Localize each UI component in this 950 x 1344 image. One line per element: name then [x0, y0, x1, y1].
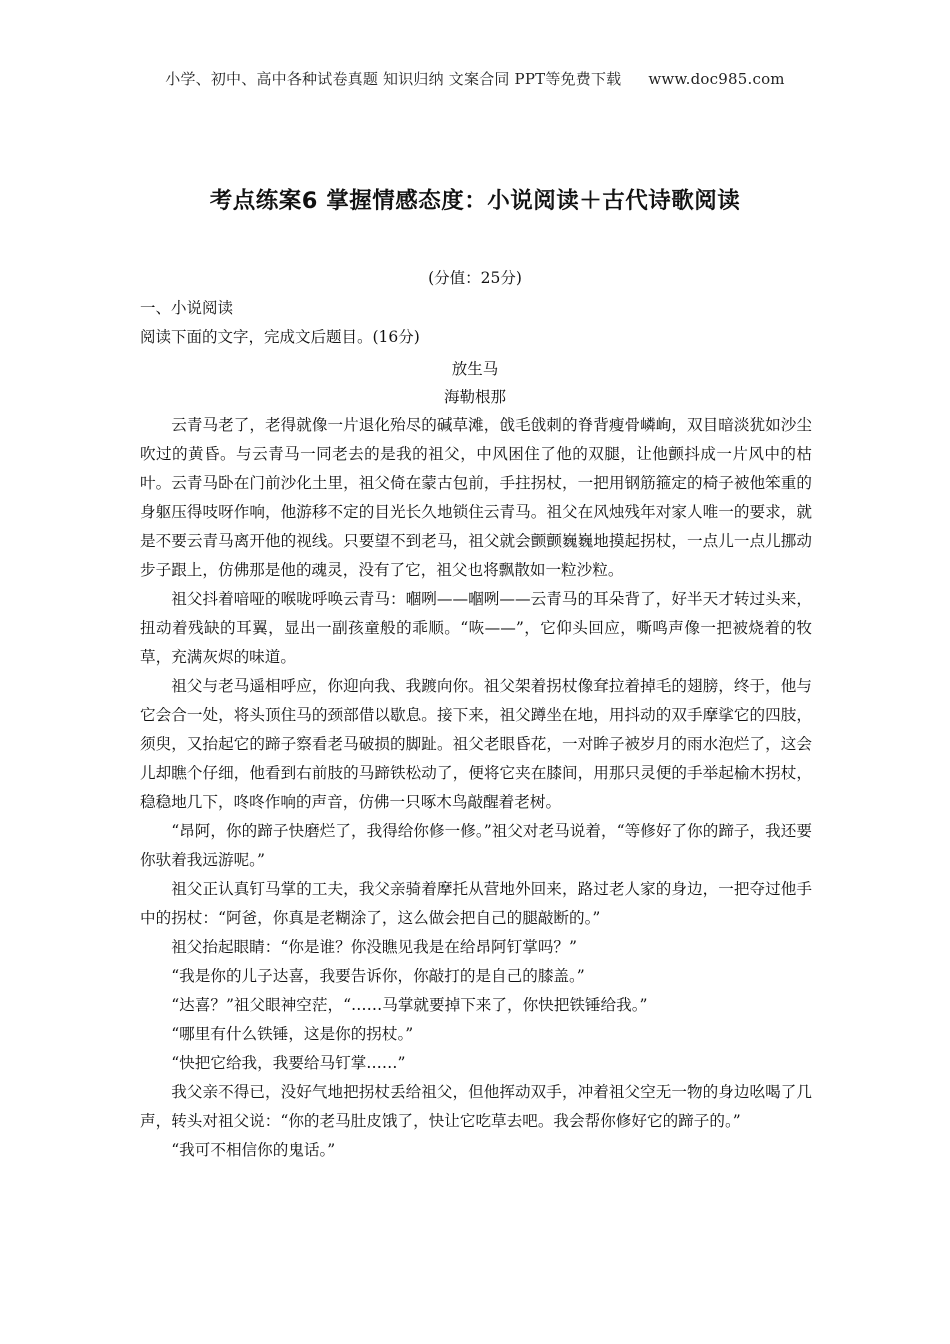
story-paragraph: “达喜？”祖父眼神空茫，“……马掌就要掉下来了，你快把铁锤给我。” — [171, 996, 648, 1014]
story-paragraph: “快把它给我，我要给马钉掌……” — [171, 1054, 406, 1072]
story-paragraph: “哪里有什么铁锤，这是你的拐杖。” — [171, 1025, 414, 1043]
page-title: 考点练案6 掌握情感态度：小说阅读＋古代诗歌阅读 — [209, 188, 741, 214]
story-title: 放生马 — [451, 360, 499, 378]
story-paragraph: 祖父正认真钉马掌的工夫，我父亲骑着摩托从营地外回来，路过老人家的身边，一把夺过他手中的拐杖：“阿爸，你真是老糊涂了，这么做会把自己的腿敲断的。” — [140, 880, 812, 927]
story-author: 海勒根那 — [443, 388, 506, 406]
section-heading: 一、小说阅读 — [140, 299, 234, 317]
instruction-text: 阅读下面的文字，完成文后题目。(16分) — [140, 328, 420, 346]
story-paragraph: 祖父与老马遥相呼应，你迎向我、我踱向你。祖父架着拐杖像耷拉着掉毛的翅膀，终于，他与它会合一处，将头顶住马的颈部借以歇息。接下来，祖父蹲坐在地，用抖动的双手摩挲它的四肢，须臾，又抬起它的蹄子察看老马破损的脚趾。祖父老眼昏花，一对眸子被岁月的雨水泡烂了，这会儿却瞧个仔细，他看到右前肢的马蹄铁松动了，便将它夹在膝间，用那只灵便的手举起榆木拐杖，稳稳地几下，咚咚作响的声音，仿佛一只啄木鸟敲醒着老树。 — [140, 677, 812, 811]
story-paragraph: 祖父抖着喑哑的喉咙呼唤云青马：嗰咧——嗰咧——云青马的耳朵背了，好半天才转过头来，扭动着残缺的耳翼，显出一副孩童般的乖顺。“咴——”，它仰头回应，嘶鸣声像一把被烧着的牧草，充满灰烬的味道。 — [140, 590, 812, 666]
story-paragraph: “我是你的儿子达喜，我要告诉你，你敲打的是自己的膝盖。” — [171, 967, 585, 985]
header-text: 小学、初中、高中各种试卷真题 知识归纳 文案合同 PPT等免费下载 — [165, 70, 622, 88]
page-header — [0, 68, 950, 89]
story-paragraph: 我父亲不得已，没好气地把拐杖丢给祖父，但他挥动双手，冲着祖父空无一物的身边吆喝了几声，转头对祖父说：“你的老马肚皮饿了，快让它吃草去吧。我会帮你修好它的蹄子的。” — [140, 1083, 812, 1130]
score-value: (分值：25分) — [428, 269, 522, 287]
header-site-link[interactable]: www.doc985.com — [648, 70, 785, 88]
story-paragraph: 祖父抬起眼睛：“你是谁？你没瞧见我是在给昂阿钉掌吗？” — [171, 938, 577, 956]
story-paragraph: “我可不相信你的鬼话。” — [171, 1141, 336, 1159]
story-paragraph: 云青马老了，老得就像一片退化殆尽的碱草滩，戗毛戗刺的脊背瘦骨嶙峋，双目暗淡犹如沙尘吹过的黄昏。与云青马一同老去的是我的祖父，中风困住了他的双腿，让他颤抖成一片风中的枯叶。云青马卧在门前沙化土里，祖父倚在蒙古包前，手拄拐杖，一把用钢筋箍定的椅子被他笨重的身躯压得吱呀作响，他游移不定的目光长久地锁住云青马。祖父在风烛残年对家人唯一的要求，就是不要云青马离开他的视线。只要望不到老马，祖父就会颤颤巍巍地摸起拐杖，一点儿一点儿挪动步子跟上，仿佛那是他的魂灵，没有了它，祖父也将飘散如一粒沙粒。 — [140, 416, 812, 579]
story-body — [140, 411, 812, 1165]
story-paragraph: “昂阿，你的蹄子快磨烂了，我得给你修一修。”祖父对老马说着，“等修好了你的蹄子，我还要你驮着我远游呢。” — [140, 822, 812, 869]
